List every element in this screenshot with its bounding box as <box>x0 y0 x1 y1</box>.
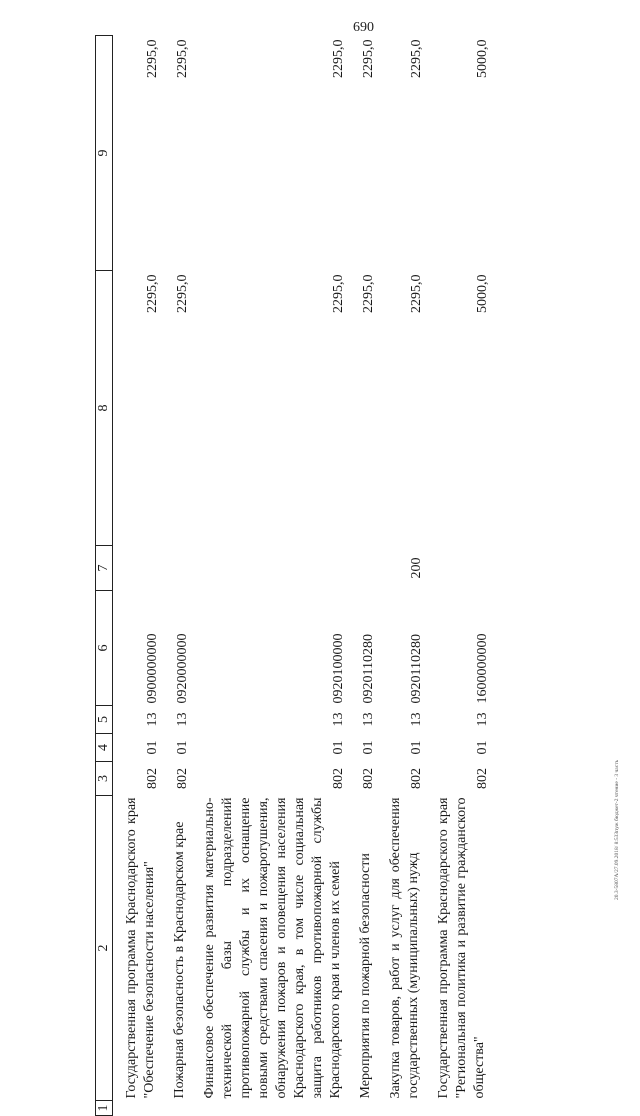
amount-cell: 2295,0 <box>361 39 376 78</box>
table-row <box>191 36 347 1116</box>
row-number-cell <box>113 1101 162 1116</box>
target-article-cell: 1600000000 <box>475 633 490 704</box>
column-header: 7 <box>96 546 113 591</box>
column-number-header <box>96 36 113 1116</box>
expense-type-cell <box>191 546 347 591</box>
row-number-cell <box>347 1101 377 1116</box>
amount-cell: 2295,0 <box>331 39 346 78</box>
amount-cell: 2295,0 <box>175 274 190 313</box>
row-number-cell <box>191 1101 347 1116</box>
amount-cell: 5000,0 <box>475 39 490 78</box>
footer-note-text: 20.3-5807А/27.09.2018/ 8:53Зпуж бюджет-2 чтение - 3 часть <box>614 759 620 900</box>
section-code-cell: 01 <box>361 740 376 755</box>
section-code-cell: 01 <box>175 740 190 755</box>
section-code-cell: 01 <box>409 740 424 755</box>
column-header: 4 <box>96 734 113 762</box>
page-number: 690 <box>353 20 374 35</box>
amount-cell: 2295,0 <box>145 274 160 313</box>
section-code-cell: 01 <box>145 740 160 755</box>
row-description: Закупка товаров, работ и услуг для обеспечения государственных (муниципальных) нужд <box>388 797 421 1099</box>
column-header: 5 <box>96 706 113 734</box>
footer-note <box>610 460 630 900</box>
subsection-code-cell: 13 <box>409 712 424 727</box>
amount-cell: 2295,0 <box>361 274 376 313</box>
subsection-code-cell: 13 <box>145 712 160 727</box>
column-header: 3 <box>96 762 113 796</box>
column-header: 1 <box>96 1101 113 1116</box>
subsection-code-cell: 13 <box>331 712 346 727</box>
subsection-code-cell: 13 <box>475 712 490 727</box>
ministry-code-cell: 802 <box>475 768 490 789</box>
amount-cell: 2295,0 <box>175 39 190 78</box>
target-article-cell: 0900000000 <box>145 633 160 704</box>
row-description: Пожарная безопасность в Краснодарском крае <box>172 821 187 1099</box>
table-row <box>161 36 191 1116</box>
table-row <box>113 36 162 1116</box>
row-number-cell <box>425 1101 491 1116</box>
row-description: Государственная программа Краснодарского края "Обеспечение безопасности населения" <box>124 797 157 1099</box>
column-header: 8 <box>96 271 113 546</box>
table-row <box>425 36 491 1116</box>
row-number-cell <box>161 1101 191 1116</box>
target-article-cell: 0920000000 <box>175 633 190 704</box>
expense-type-cell: 200 <box>409 557 424 579</box>
column-header: 9 <box>96 36 113 271</box>
ministry-code-cell: 802 <box>361 768 376 789</box>
ministry-code-cell: 802 <box>175 768 190 789</box>
amount-cell: 2295,0 <box>145 39 160 78</box>
row-number-cell <box>377 1101 425 1116</box>
row-description: Государственная программа Краснодарского края "Региональная политика и развитие гражданского общества" <box>436 797 487 1099</box>
subsection-code-cell: 13 <box>175 712 190 727</box>
target-article-cell: 0920100000 <box>331 633 346 704</box>
ministry-code-cell: 802 <box>331 768 346 789</box>
subsection-code-cell: 13 <box>361 712 376 727</box>
section-code-cell: 01 <box>331 740 346 755</box>
amount-cell: 2295,0 <box>409 39 424 78</box>
table-row <box>377 36 425 1116</box>
budget-table-sheet <box>95 36 595 1116</box>
expense-type-cell <box>347 546 377 591</box>
target-article-cell: 0920110280 <box>361 634 376 704</box>
expense-type-cell <box>113 546 162 591</box>
expense-type-cell <box>161 546 191 591</box>
amount-cell: 5000,0 <box>475 274 490 313</box>
budget-table <box>95 35 491 1116</box>
row-description: Мероприятия по пожарной безопасности <box>358 853 373 1099</box>
ministry-code-cell: 802 <box>409 768 424 789</box>
column-header: 2 <box>96 796 113 1101</box>
amount-cell: 2295,0 <box>409 274 424 313</box>
ministry-code-cell: 802 <box>145 768 160 789</box>
section-code-cell: 01 <box>475 740 490 755</box>
amount-cell: 2295,0 <box>331 274 346 313</box>
expense-type-cell <box>425 546 491 591</box>
row-description: Финансовое обеспечение развития материально-технической базы подразделений противопожарной службы и их оснащение новыми средствами спасения и пожаротушения, обнаружения пожаров и оповещения населения Краснодарского края, в том числе социальная защита работников противопожарной службы Краснодарского края и членов их семей <box>202 797 343 1099</box>
target-article-cell: 0920110280 <box>409 634 424 704</box>
table-row <box>347 36 377 1116</box>
column-header: 6 <box>96 591 113 706</box>
